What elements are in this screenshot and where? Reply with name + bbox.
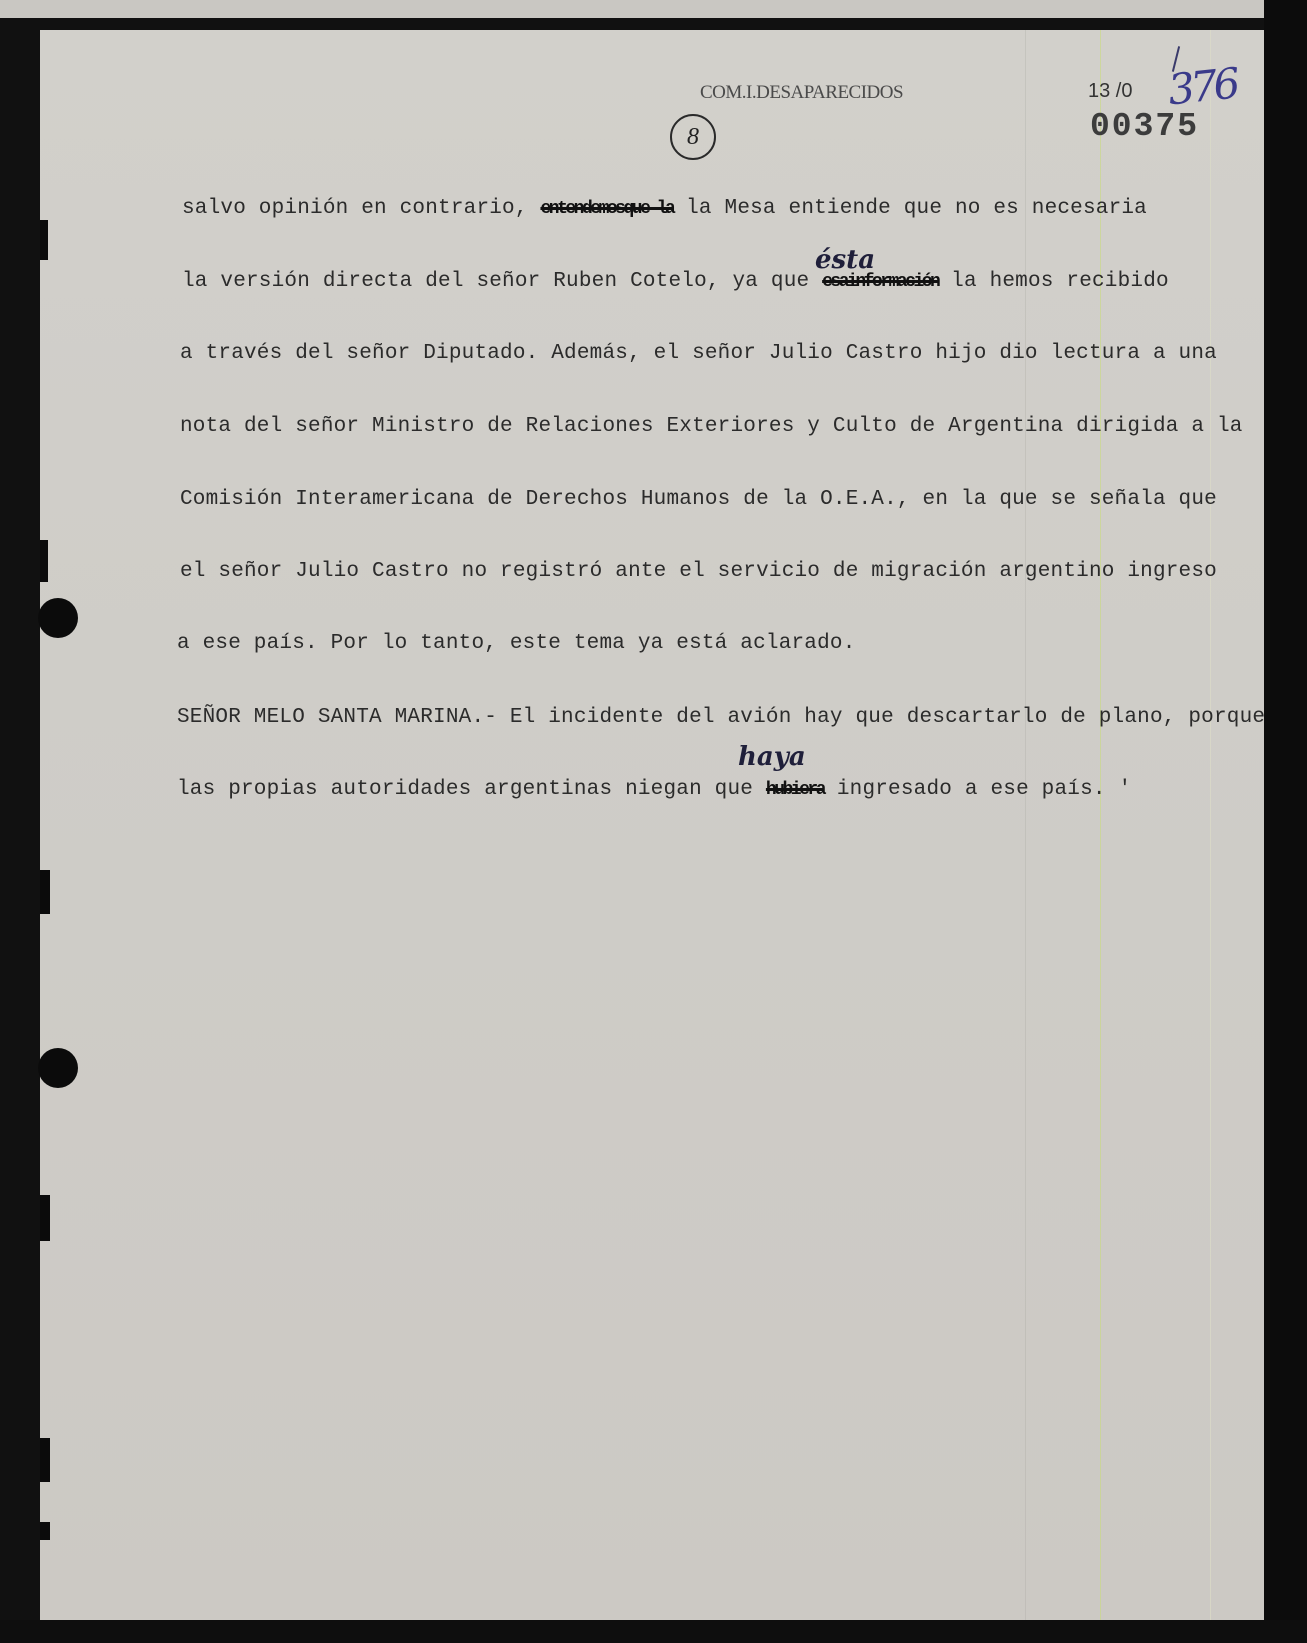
fold-line [1025,30,1026,1620]
text-segment: la versión directa del señor Ruben Cotelo, ya que [182,270,810,293]
scan-right-edge [1264,0,1307,1643]
text-line-1 [182,197,1147,220]
text-line-4: nota del señor Ministro de Relaciones Exteriores y Culto de Argentina dirigida a la [180,415,1243,438]
text-segment: las propias autoridades argentinas niegan que [177,778,754,801]
page-fraction: 13 /0 [1088,80,1133,102]
text-segment: ingresado a ese país. ' [836,778,1132,801]
punch-hole [38,1048,78,1088]
text-segment: la hemos recibido [951,270,1169,293]
circled-page-number: 8 [670,114,716,160]
binder-mark [40,540,48,582]
text-line-7: a ese país. Por lo tanto, este tema ya está aclarado. [177,632,856,655]
punch-hole [38,598,78,638]
struck-text: esainformación [822,272,939,292]
document-header-title: COM.I.DESAPARECIDOS [700,82,904,103]
text-segment: la Mesa entiende que no es necesaria [686,197,1147,220]
handwritten-folio-number: 376 [1165,58,1239,115]
handwritten-correction: haya [738,742,806,772]
binder-mark [40,1438,50,1482]
text-line-6: el señor Julio Castro no registró ante el servicio de migración argentino ingreso [180,560,1217,583]
binder-mark [40,220,48,260]
scan-bottom-edge [0,1620,1307,1643]
fold-line [1100,30,1101,1620]
text-line-9 [177,778,1131,801]
struck-text: entendemosque la [540,199,674,219]
binder-mark [40,1195,50,1241]
binder-mark [40,870,50,914]
text-line-8: SEÑOR MELO SANTA MARINA.- El incidente del avión hay que descartarlo de plano, porque [177,706,1266,729]
scan-top-strip [0,0,1307,18]
fold-line [1210,30,1211,1620]
text-line-3: a través del señor Diputado. Además, el señor Julio Castro hijo dio lectura a una [180,342,1217,365]
document-page [40,30,1264,1620]
text-segment: salvo opinión en contrario, [182,197,528,220]
struck-text: hubiera [765,780,825,800]
text-line-5: Comisión Interamericana de Derechos Humanos de la O.E.A., en la que se señala que [180,488,1217,511]
handwritten-correction: ésta [815,245,876,275]
binder-mark [40,1522,50,1540]
stamped-folio-number: 00375 [1090,108,1200,145]
text-line-2 [182,270,1169,293]
